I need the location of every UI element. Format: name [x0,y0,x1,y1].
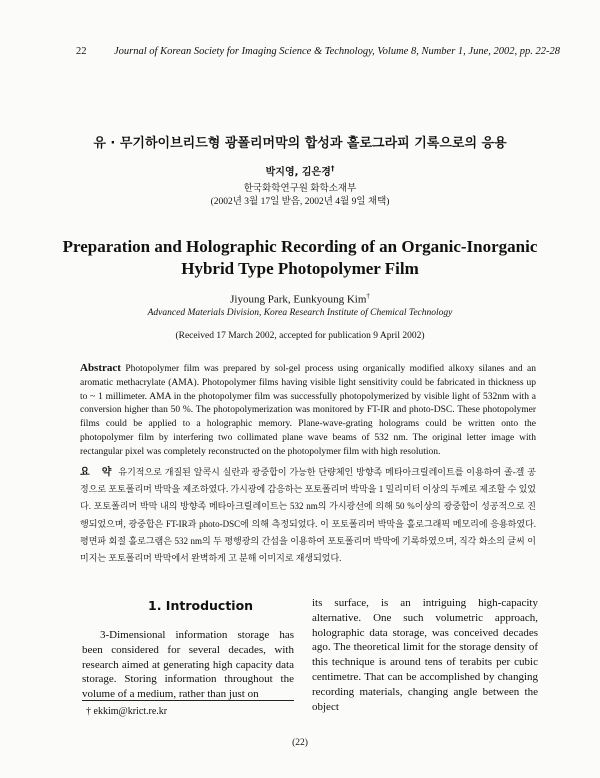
english-authors [0,292,600,306]
footnote-email: ekkim@krict.re.kr [93,706,168,717]
section-heading: 1. Introduction [148,598,254,613]
page-number: 22 [76,46,87,57]
footnote-divider [82,700,294,701]
english-author-names: Jiyoung Park, Eunkyoung Kim [230,293,367,306]
abstract-text: Photopolymer film was prepared by sol-gel process using organically modified alkoxy silanes and an aromatic methacrylate (AMA). Photopolymer films having visible light sensitivity could be fabricated in thickness up to ~ 1 millimeter. AMA in the photopolymer film was successfully photopolymerized by visible light of 532nm with a conversion higher than 50 %. The photopolymerization was monitored by FT-IR and photo-DSC. These photopolymer films could be applied to a holographic memory. Plane-wave-grating holograms could be written onto the photopolymer film by interfering two collimated plane wave beams of 532 nm. The original letter image with rectangular pixel was completely reconstructed on the photopolymer film with high resolution. [80,364,537,457]
english-title [0,236,600,280]
footnote-dagger: † [86,706,91,717]
dagger-mark: † [366,292,370,300]
footnote [86,706,167,717]
body-right-column: its surface, is an intriguing high-capacity alternative. One such volumetric approach, holographic data storage, was conceived decades ago. The theoretical limit for the storage density of this technique is around tens of terabits per cubic centimetre. That can be accomplished by changing recording materials, changing angle between the object [312,597,538,713]
english-affiliation: Advanced Materials Division, Korea Research Institute of Chemical Technology [147,308,453,318]
korean-received-date: (2002년 3월 17일 받음, 2002년 4월 9일 채택) [210,197,390,207]
korean-abstract-label: 요 약 [80,467,116,478]
korean-abstract [80,464,536,567]
korean-abstract-text: 유기적으로 개질된 알콕시 실란과 광중합이 가능한 단량체인 방향족 메타아크릴레이트를 이용하여 졸-겔 공정으로 포토폴리머 박막을 제조하였다. 가시광에 감응하는 포토폴리머 박막을 1 밀리미터 이상의 두께로 제조할 수 있었다. 포토폴리머 박막 내의 방향족 메타아크릴레이트는 532 nm의 가시광선에 의해 50 %이상의 광중합이 성공적으로 진행되었으며, 광중합은 FT-IR과 photo-DSC에 의해 측정되었다. 이 포토폴리머 박막을 홀로그래픽 메모리에 응용하였다. 평면파 회절 홀로그램은 532 nm의 두 평행광의 간섭을 이용하여 포토폴리머 박막에 기록하였으며, 직각 화소의 글씨 이미지는 포토폴리머 박막에서 완벽하게 고 분해 이미지로 재생되었다. [80,467,536,564]
korean-affiliation: 한국화학연구원 화학소재부 [243,184,357,194]
abstract [80,362,536,460]
korean-author-names: 박지영, 김은경 [265,167,331,178]
english-title-line-1: Preparation and Holographic Recording of an Organic-Inorganic [62,237,538,256]
korean-title: 유 · 무기하이브리드형 광폴리머막의 합성과 홀로그라피 기록으로의 응용 [93,136,507,151]
abstract-label: Abstract [80,362,121,374]
korean-authors [0,163,600,178]
page-footer: (22) [292,738,308,748]
body-left-column: 3-Dimensional information storage has been considered for several decades, with research aimed at generating high capacity data storage. Storing information throughout the volume of a medium, rather than just on [82,629,294,701]
dagger-mark: † [330,164,335,173]
journal-citation: Journal of Korean Society for Imaging Science & Technology, Volume 8, Number 1, June, 2002, pp. 22-28 [114,46,560,57]
english-title-line-2: Hybrid Type Photopolymer Film [181,259,419,278]
english-received-date: (Received 17 March 2002, accepted for publication 9 April 2002) [175,331,425,341]
